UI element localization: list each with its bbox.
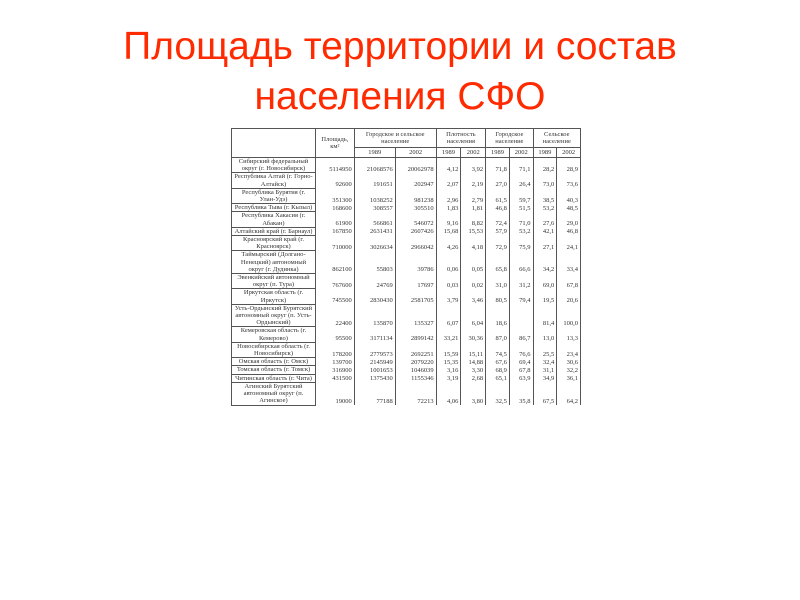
cell-area: 22400 <box>316 304 355 327</box>
table-row <box>232 227 581 235</box>
header-population: Городское и сельское население <box>354 129 436 148</box>
region-name: Алтайский край (г. Барнаул) <box>232 227 316 235</box>
cell-urb1989: 80,5 <box>486 289 510 304</box>
cell-dens2002: 3,92 <box>461 158 486 173</box>
table-row <box>232 382 581 405</box>
cell-urb2002: 53,2 <box>509 227 533 235</box>
cell-urb1989: 18,6 <box>486 304 510 327</box>
cell-area: 710000 <box>316 236 355 251</box>
cell-pop2002: 305510 <box>395 204 436 212</box>
table-row <box>232 204 581 212</box>
region-name: Новосибирская область (г. Новосибирск) <box>232 342 316 357</box>
table-row <box>232 236 581 251</box>
cell-pop1989: 135870 <box>354 304 395 327</box>
cell-pop2002: 39786 <box>395 251 436 274</box>
cell-pop2002: 17697 <box>395 274 436 289</box>
cell-urb1989: 61,5 <box>486 188 510 203</box>
cell-rur2002: 28,9 <box>557 158 581 173</box>
cell-pop2002: 1046039 <box>395 366 436 374</box>
cell-urb1989: 68,9 <box>486 366 510 374</box>
cell-dens2002: 4,18 <box>461 236 486 251</box>
cell-dens1989: 33,21 <box>436 327 461 342</box>
cell-pop1989: 77188 <box>354 382 395 405</box>
table-row <box>232 374 581 382</box>
cell-dens1989: 3,79 <box>436 289 461 304</box>
table-row <box>232 289 581 304</box>
cell-pop1989: 3026634 <box>354 236 395 251</box>
header-year: 1989 <box>354 148 395 158</box>
slide-title <box>0 22 800 122</box>
cell-area: 316900 <box>316 366 355 374</box>
cell-pop2002: 2581705 <box>395 289 436 304</box>
header-name-empty <box>232 129 316 158</box>
table-row <box>232 358 581 366</box>
cell-urb1989: 87,0 <box>486 327 510 342</box>
slide-title-line-1: Площадь территории и состав <box>123 25 677 68</box>
cell-dens2002: 0,02 <box>461 274 486 289</box>
cell-urb2002 <box>509 304 533 327</box>
cell-rur1989: 81,4 <box>533 304 557 327</box>
cell-pop1989: 1375430 <box>354 374 395 382</box>
cell-urb2002: 51,5 <box>509 204 533 212</box>
cell-rur2002: 64,2 <box>557 382 581 405</box>
table-row <box>232 304 581 327</box>
cell-rur1989: 28,2 <box>533 158 557 173</box>
cell-pop1989: 308557 <box>354 204 395 212</box>
cell-urb1989: 72,9 <box>486 236 510 251</box>
cell-dens2002: 8,82 <box>461 212 486 227</box>
region-name: Республика Алтай (г. Горно-Алтайск) <box>232 173 316 188</box>
cell-pop1989: 2830430 <box>354 289 395 304</box>
cell-rur2002: 32,2 <box>557 366 581 374</box>
cell-rur2002: 23,4 <box>557 342 581 357</box>
header-year: 2002 <box>395 148 436 158</box>
cell-area: 767600 <box>316 274 355 289</box>
header-rural: Сельское население <box>533 129 580 148</box>
cell-pop2002: 2966042 <box>395 236 436 251</box>
cell-urb2002: 35,8 <box>509 382 533 405</box>
cell-pop1989: 2779573 <box>354 342 395 357</box>
cell-dens1989: 0,03 <box>436 274 461 289</box>
cell-pop1989: 1038252 <box>354 188 395 203</box>
scanned-table-image <box>231 128 581 566</box>
cell-dens2002: 3,46 <box>461 289 486 304</box>
cell-area: 92600 <box>316 173 355 188</box>
region-name: Республика Бурятия (г. Улан-Удэ) <box>232 188 316 203</box>
cell-pop1989: 1001653 <box>354 366 395 374</box>
table-row <box>232 212 581 227</box>
cell-dens1989: 2,96 <box>436 188 461 203</box>
table-row <box>232 158 581 173</box>
cell-area: 95500 <box>316 327 355 342</box>
cell-urb1989: 72,4 <box>486 212 510 227</box>
cell-dens2002: 6,04 <box>461 304 486 327</box>
cell-urb2002: 69,4 <box>509 358 533 366</box>
cell-area: 167850 <box>316 227 355 235</box>
cell-urb1989: 46,8 <box>486 204 510 212</box>
cell-pop2002: 2692251 <box>395 342 436 357</box>
cell-urb1989: 27,0 <box>486 173 510 188</box>
region-name: Кемеровская область (г. Кемерово) <box>232 327 316 342</box>
cell-dens2002: 2,19 <box>461 173 486 188</box>
region-name: Республика Тыва (г. Кызыл) <box>232 204 316 212</box>
cell-pop1989: 191651 <box>354 173 395 188</box>
cell-pop2002: 72213 <box>395 382 436 405</box>
table-row <box>232 251 581 274</box>
cell-dens1989: 4,26 <box>436 236 461 251</box>
cell-area: 19000 <box>316 382 355 405</box>
cell-area: 178200 <box>316 342 355 357</box>
header-density: Плотность населения <box>436 129 486 148</box>
cell-urb2002: 71,1 <box>509 158 533 173</box>
cell-rur2002: 29,0 <box>557 212 581 227</box>
cell-urb2002: 79,4 <box>509 289 533 304</box>
cell-urb2002: 71,0 <box>509 212 533 227</box>
cell-urb2002: 66,6 <box>509 251 533 274</box>
cell-urb2002: 31,2 <box>509 274 533 289</box>
cell-area: 61900 <box>316 212 355 227</box>
cell-area: 168600 <box>316 204 355 212</box>
cell-urb1989: 65,8 <box>486 251 510 274</box>
cell-urb2002: 75,9 <box>509 236 533 251</box>
cell-pop2002: 2079220 <box>395 358 436 366</box>
cell-rur1989: 13,0 <box>533 327 557 342</box>
table-row <box>232 173 581 188</box>
cell-urb2002: 26,4 <box>509 173 533 188</box>
region-name: Агинский Бурятский автономный округ (п. Агинское) <box>232 382 316 405</box>
region-name: Таймырский (Долгано-Ненецкий) автономный округ (г. Дудинка) <box>232 251 316 274</box>
table-row <box>232 327 581 342</box>
cell-rur2002: 33,4 <box>557 251 581 274</box>
cell-dens2002: 2,68 <box>461 374 486 382</box>
cell-urb1989: 32,5 <box>486 382 510 405</box>
cell-dens1989: 4,12 <box>436 158 461 173</box>
cell-dens2002: 3,80 <box>461 382 486 405</box>
cell-rur2002: 48,5 <box>557 204 581 212</box>
cell-rur1989: 38,5 <box>533 188 557 203</box>
region-name: Республика Хакасия (г. Абакан) <box>232 212 316 227</box>
table-row <box>232 274 581 289</box>
cell-rur1989: 27,6 <box>533 212 557 227</box>
cell-area: 431500 <box>316 374 355 382</box>
cell-rur1989: 32,4 <box>533 358 557 366</box>
cell-urb2002: 86,7 <box>509 327 533 342</box>
cell-rur1989: 27,1 <box>533 236 557 251</box>
population-table <box>231 128 581 406</box>
cell-rur2002: 13,3 <box>557 327 581 342</box>
cell-pop2002: 202947 <box>395 173 436 188</box>
cell-rur2002: 30,6 <box>557 358 581 366</box>
cell-urb2002: 76,6 <box>509 342 533 357</box>
header-year: 2002 <box>509 148 533 158</box>
cell-area: 5114950 <box>316 158 355 173</box>
cell-dens2002: 30,36 <box>461 327 486 342</box>
cell-pop1989: 21068576 <box>354 158 395 173</box>
cell-dens2002: 14,88 <box>461 358 486 366</box>
cell-rur1989: 69,0 <box>533 274 557 289</box>
cell-urb1989: 65,1 <box>486 374 510 382</box>
cell-dens1989: 15,59 <box>436 342 461 357</box>
cell-urb1989: 67,6 <box>486 358 510 366</box>
cell-area: 351300 <box>316 188 355 203</box>
cell-dens1989: 3,19 <box>436 374 461 382</box>
cell-urb2002: 59,7 <box>509 188 533 203</box>
header-year: 2002 <box>557 148 581 158</box>
cell-rur2002: 100,0 <box>557 304 581 327</box>
cell-pop2002: 2607426 <box>395 227 436 235</box>
region-name: Усть-Ордынский Бурятский автономный округ (п. Усть-Ордынский) <box>232 304 316 327</box>
cell-rur1989: 19,5 <box>533 289 557 304</box>
cell-urb1989: 71,8 <box>486 158 510 173</box>
cell-pop2002: 1155346 <box>395 374 436 382</box>
cell-dens1989: 9,16 <box>436 212 461 227</box>
cell-rur1989: 34,2 <box>533 251 557 274</box>
cell-dens1989: 0,06 <box>436 251 461 274</box>
cell-rur2002: 40,3 <box>557 188 581 203</box>
cell-urb1989: 57,9 <box>486 227 510 235</box>
region-name: Омская область (г. Омск) <box>232 358 316 366</box>
slide-title-line-2: населения СФО <box>254 75 546 118</box>
cell-area: 139700 <box>316 358 355 366</box>
header-urban: Городское население <box>486 129 533 148</box>
cell-pop1989: 566861 <box>354 212 395 227</box>
cell-pop1989: 24769 <box>354 274 395 289</box>
region-name: Томская область (г. Томск) <box>232 366 316 374</box>
cell-dens1989: 6,07 <box>436 304 461 327</box>
cell-rur2002: 73,6 <box>557 173 581 188</box>
cell-rur2002: 24,1 <box>557 236 581 251</box>
cell-pop1989: 2631431 <box>354 227 395 235</box>
cell-dens2002: 1,81 <box>461 204 486 212</box>
table-row <box>232 188 581 203</box>
region-name: Эвенкийский автономный округ (п. Тура) <box>232 274 316 289</box>
header-year: 2002 <box>461 148 486 158</box>
cell-urb1989: 31,0 <box>486 274 510 289</box>
cell-pop2002: 981238 <box>395 188 436 203</box>
cell-rur1989: 67,5 <box>533 382 557 405</box>
cell-rur2002: 46,8 <box>557 227 581 235</box>
cell-dens1989: 1,83 <box>436 204 461 212</box>
header-year: 1989 <box>533 148 557 158</box>
cell-dens2002: 2,79 <box>461 188 486 203</box>
region-name: Читинская область (г. Чита) <box>232 374 316 382</box>
cell-pop1989: 2145949 <box>354 358 395 366</box>
cell-dens1989: 4,06 <box>436 382 461 405</box>
cell-dens2002: 3,30 <box>461 366 486 374</box>
cell-rur2002: 20,6 <box>557 289 581 304</box>
cell-pop2002: 135327 <box>395 304 436 327</box>
header-year: 1989 <box>486 148 510 158</box>
cell-pop1989: 55803 <box>354 251 395 274</box>
cell-dens2002: 0,05 <box>461 251 486 274</box>
cell-dens1989: 15,35 <box>436 358 461 366</box>
cell-urb2002: 67,8 <box>509 366 533 374</box>
cell-dens2002: 15,11 <box>461 342 486 357</box>
cell-urb2002: 63,9 <box>509 374 533 382</box>
region-name: Красноярский край (г. Красноярск) <box>232 236 316 251</box>
cell-rur1989: 42,1 <box>533 227 557 235</box>
cell-urb1989: 74,5 <box>486 342 510 357</box>
cell-dens1989: 2,07 <box>436 173 461 188</box>
cell-dens2002: 15,53 <box>461 227 486 235</box>
cell-area: 745500 <box>316 289 355 304</box>
header-year: 1989 <box>436 148 461 158</box>
cell-dens1989: 15,68 <box>436 227 461 235</box>
cell-pop1989: 3171134 <box>354 327 395 342</box>
cell-pop2002: 546072 <box>395 212 436 227</box>
cell-pop2002: 2899142 <box>395 327 436 342</box>
cell-rur1989: 31,1 <box>533 366 557 374</box>
cell-rur2002: 36,1 <box>557 374 581 382</box>
cell-rur2002: 67,8 <box>557 274 581 289</box>
region-name: Сибирский федеральный округ (г. Новосибирск) <box>232 158 316 173</box>
cell-rur1989: 73,0 <box>533 173 557 188</box>
table-row <box>232 366 581 374</box>
table-row <box>232 342 581 357</box>
cell-rur1989: 25,5 <box>533 342 557 357</box>
header-area: Площадь, км² <box>316 129 355 158</box>
cell-pop2002: 20062978 <box>395 158 436 173</box>
cell-area: 862100 <box>316 251 355 274</box>
cell-dens1989: 3,16 <box>436 366 461 374</box>
region-name: Иркутская область (г. Иркутск) <box>232 289 316 304</box>
cell-rur1989: 34,9 <box>533 374 557 382</box>
cell-rur1989: 53,2 <box>533 204 557 212</box>
